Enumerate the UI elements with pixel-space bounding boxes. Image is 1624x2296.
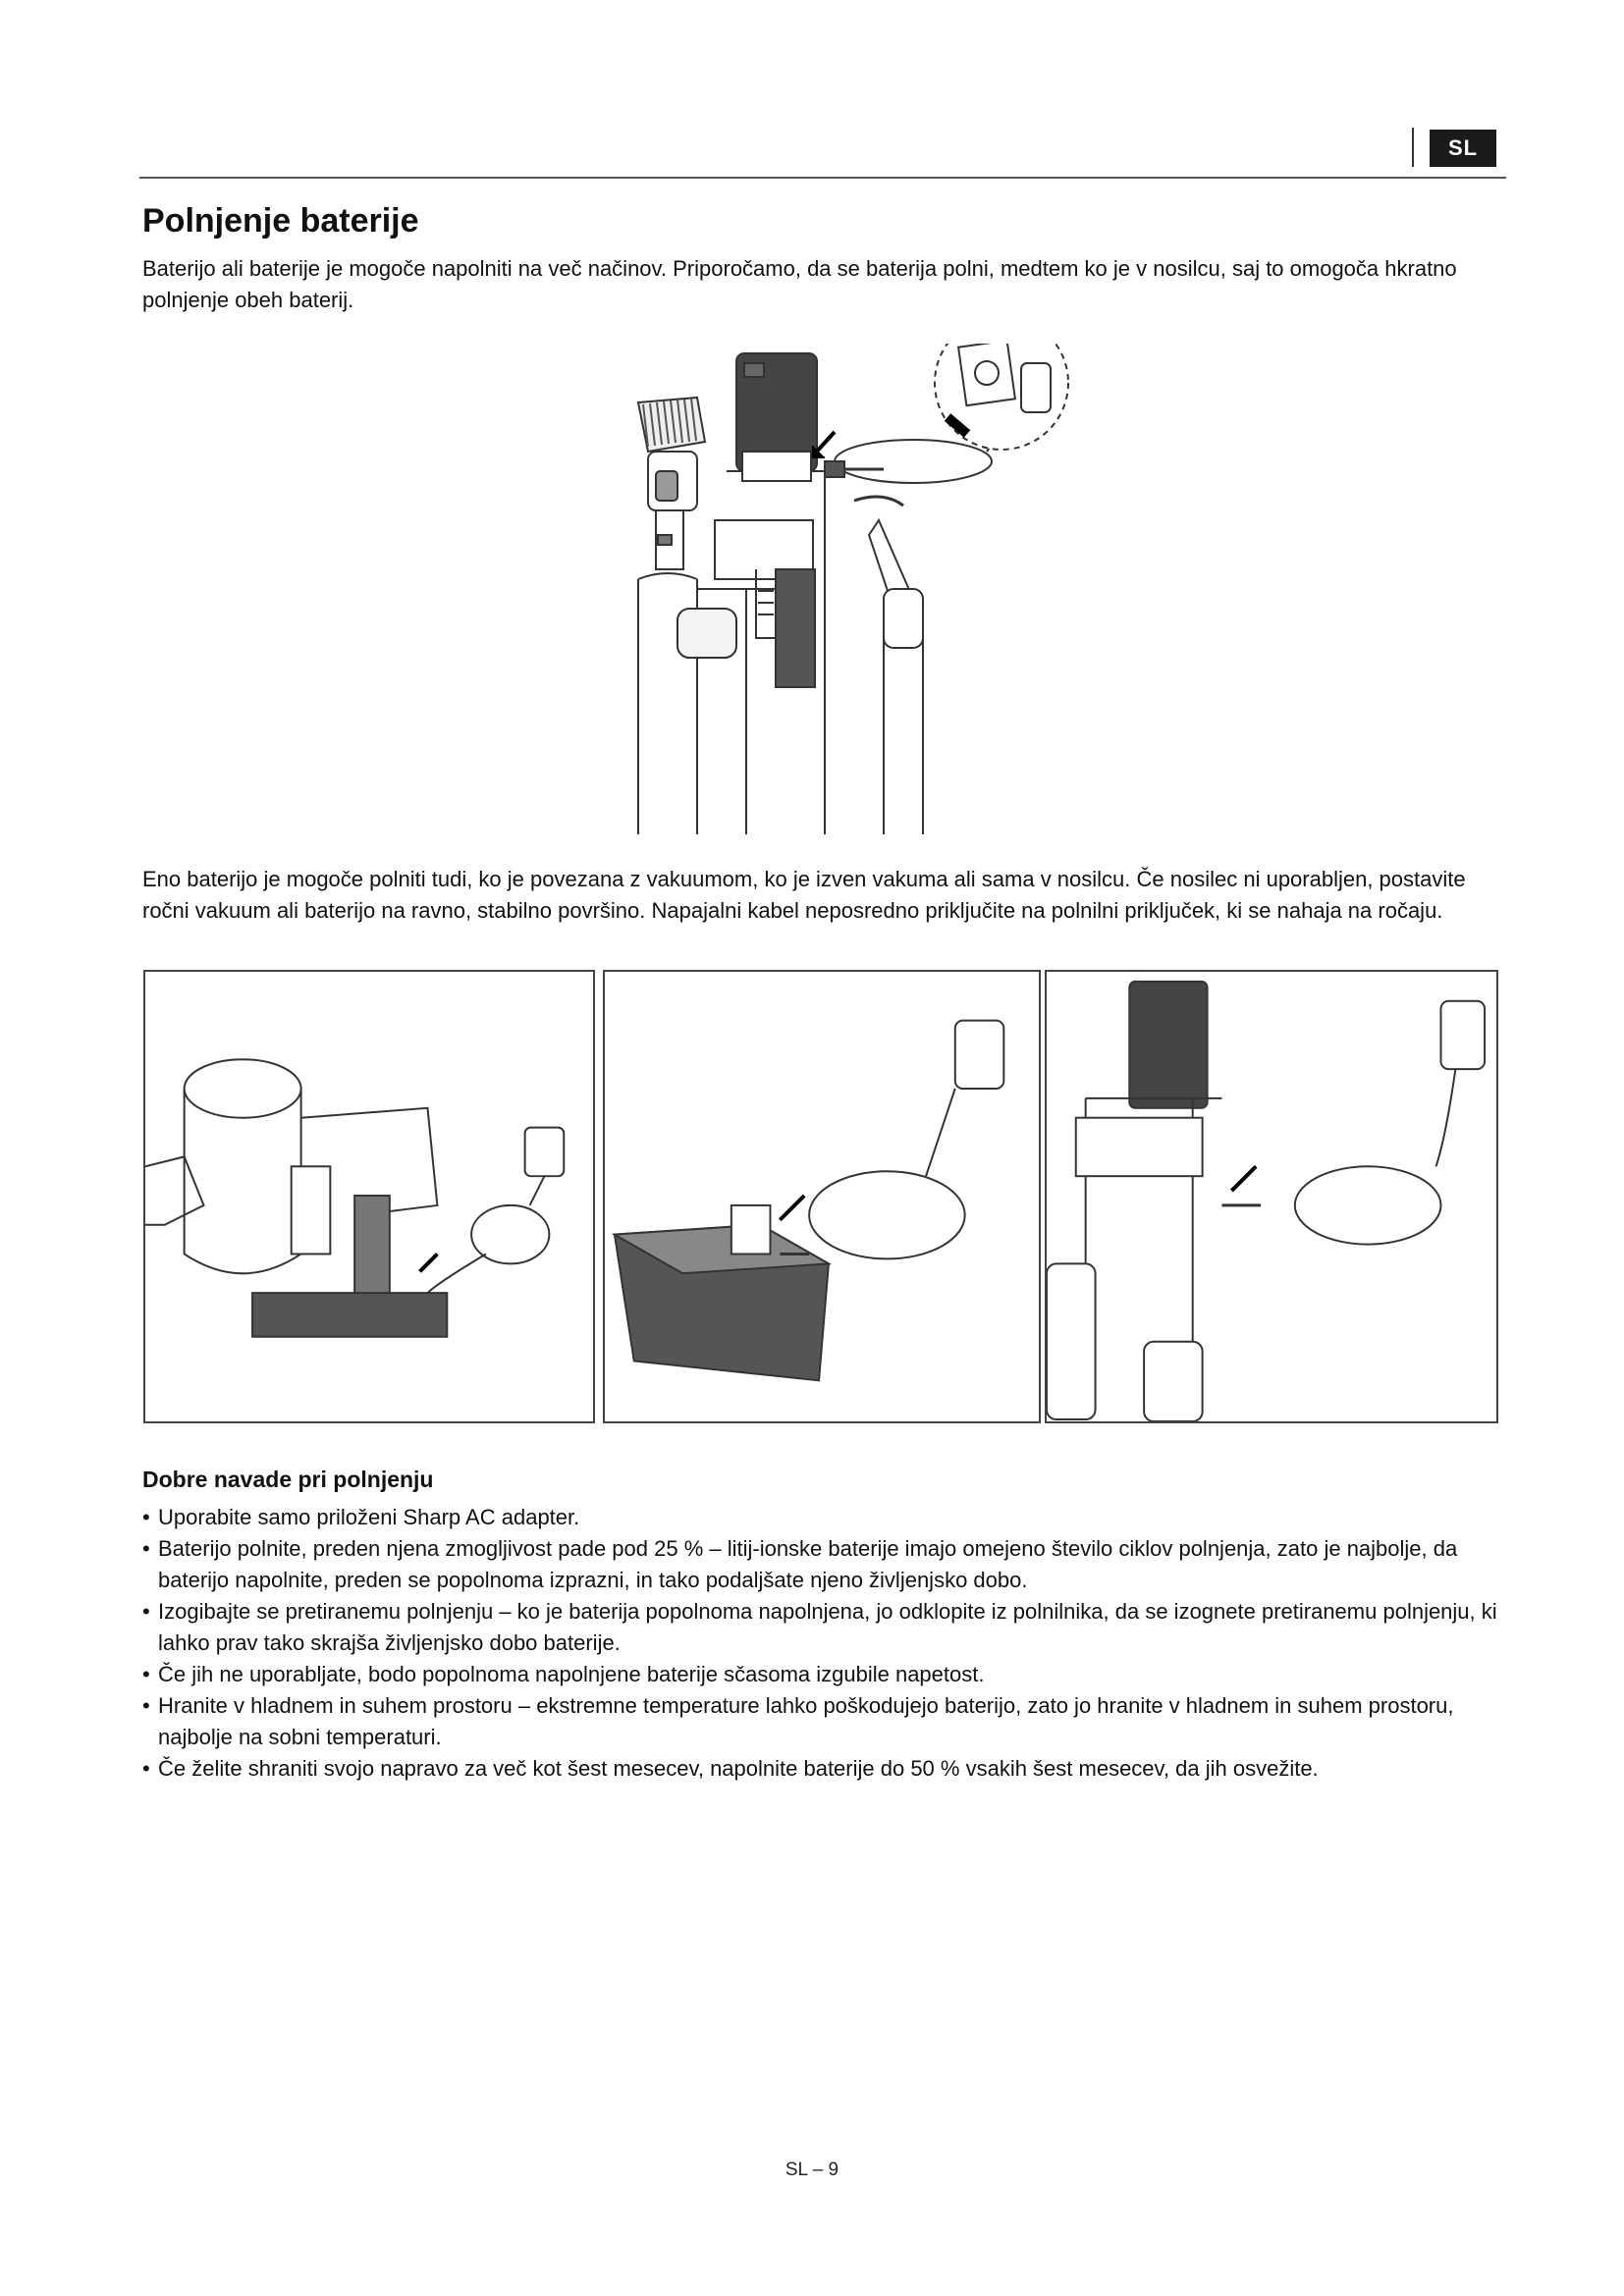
port-arrow-icon xyxy=(1231,1166,1256,1191)
port-arrow-icon xyxy=(780,1196,804,1220)
header-separator xyxy=(1412,128,1414,167)
port-arrow-icon xyxy=(420,1254,438,1271)
wall-outlet-inset xyxy=(935,344,1068,450)
panel-standalone-charging xyxy=(603,970,1041,1423)
list-item: • Hranite v hladnem in suhem prostoru – ekstremne temperature lahko poškodujejo baterijo, zato jo hranite v hladnem in suhem prostoru, najbolje na sobni temperaturi. xyxy=(142,1690,1512,1753)
list-item: • Baterijo polnite, preden njena zmogljivost pade pod 25 % – litij-ionske baterije imajo omejeno število ciklov polnjenja, zato je najbolje, da baterijo napolnite, preden se popolnoma izprazni, in tako podaljšate njeno življenjsko dobo. xyxy=(142,1533,1512,1596)
list-item: • Izogibajte se pretiranemu polnjenju – ko je baterija popolnoma napolnjena, jo odklopite iz polnilnika, da se izognete pretiranemu polnjenju, ki lahko prav tako skrajša življenjsko dobo baterije. xyxy=(142,1596,1512,1659)
single-battery-paragraph: Eno baterijo je mogoče polniti tudi, ko je povezana z vakuumom, ko je izven vakuma ali sama v nosilcu. Če nosilec ni uporabljen, postavite ročni vakuum ali baterijo na ravno, stabilno površino. Napajalni kabel neposredno priključite na polnilni priključek, ki se nahaja na ročaju. xyxy=(142,867,1466,923)
charger-adapter xyxy=(1221,1001,1485,1245)
charger-adapter xyxy=(780,1021,1003,1259)
intro-paragraph: Baterijo ali baterije je mogoče napolniti na več načinov. Priporočamo, da se baterija polni, medtem ko je v nosilcu, saj to omogoča hkratno polnjenje obeh baterij. xyxy=(142,256,1457,312)
page-number: SL – 9 xyxy=(785,2160,839,2180)
battery-charging-cradle xyxy=(615,1205,829,1380)
dock-with-battery xyxy=(1047,982,1221,1421)
brush-tool xyxy=(638,398,705,569)
panel-handheld-charging xyxy=(143,970,595,1423)
list-item: • Uporabite samo priloženi Sharp AC adapter. xyxy=(142,1502,1512,1533)
docked-battery xyxy=(736,353,817,481)
language-badge: SL xyxy=(1430,130,1496,167)
header-rule xyxy=(139,177,1506,179)
tips-heading: Dobre navade pri polnjenju xyxy=(142,1467,434,1492)
rear-battery xyxy=(756,569,815,687)
list-item: • Če želite shraniti svojo napravo za več kot šest mesecev, napolnite baterije do 50 % vsakih šest mesecev, da jih osvežite. xyxy=(142,1753,1512,1785)
spare-battery-slot xyxy=(677,609,736,658)
list-item: • Če jih ne uporabljate, bodo popolnoma napolnjene baterije sčasoma izgubile napetost. xyxy=(142,1659,1512,1690)
tips-list xyxy=(142,1502,1512,1785)
panel-dock-charging xyxy=(1045,970,1498,1423)
charger-adapter xyxy=(427,1128,564,1294)
dock-charging-illustration xyxy=(589,344,1080,834)
section-title: Polnjenje baterije xyxy=(142,202,419,240)
handheld-vacuum xyxy=(145,1059,447,1337)
accessory-tools xyxy=(854,497,923,834)
